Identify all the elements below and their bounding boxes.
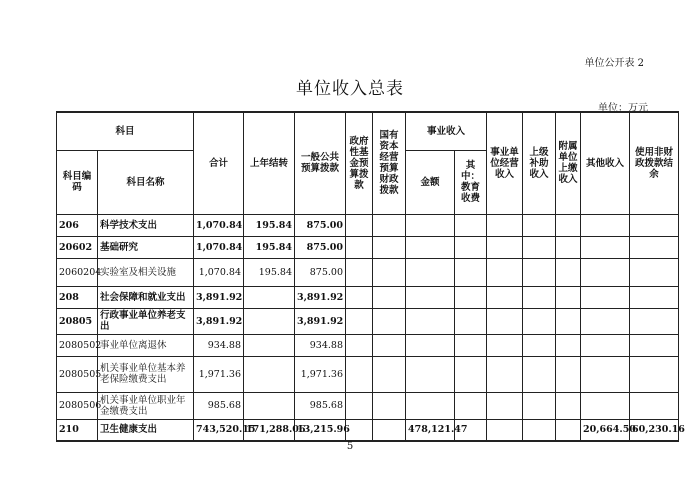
row-code: 20602 xyxy=(57,236,98,258)
col-other: 其他收入 xyxy=(581,112,630,214)
cell-subsidy xyxy=(523,419,556,441)
row-name: 机关事业单位基本养老保险缴费支出 xyxy=(98,356,194,392)
cell-subsidy xyxy=(523,214,556,236)
cell-state-capital xyxy=(373,392,406,419)
cell-total: 1,070.84 xyxy=(194,214,244,236)
cell-gov-fund xyxy=(346,258,373,286)
cell-amount xyxy=(406,308,455,334)
cell-biz xyxy=(487,308,523,334)
col-subsidy: 上级补助收入 xyxy=(523,112,556,214)
cell-gov-fund xyxy=(346,334,373,356)
cell-affiliated xyxy=(556,236,581,258)
row-name: 基础研究 xyxy=(98,236,194,258)
cell-other xyxy=(581,334,630,356)
cell-other xyxy=(581,214,630,236)
row-name: 行政事业单位养老支出 xyxy=(98,308,194,334)
cell-gov-fund xyxy=(346,356,373,392)
cell-subsidy xyxy=(523,334,556,356)
cell-non-fiscal xyxy=(630,392,679,419)
table-row xyxy=(57,214,679,236)
cell-other xyxy=(581,392,630,419)
cell-affiliated xyxy=(556,334,581,356)
cell-carryover: 171,288.06 xyxy=(244,419,295,441)
table-row xyxy=(57,258,679,286)
cell-general: 875.00 xyxy=(295,214,346,236)
row-name: 科学技术支出 xyxy=(98,214,194,236)
cell-state-capital xyxy=(373,236,406,258)
cell-edu-fee xyxy=(455,392,487,419)
cell-general: 1,971.36 xyxy=(295,356,346,392)
cell-carryover xyxy=(244,356,295,392)
cell-general: 875.00 xyxy=(295,236,346,258)
col-total: 合计 xyxy=(194,112,244,214)
cell-subsidy xyxy=(523,236,556,258)
cell-non-fiscal xyxy=(630,214,679,236)
cell-other xyxy=(581,236,630,258)
cell-total: 985.68 xyxy=(194,392,244,419)
cell-state-capital xyxy=(373,334,406,356)
col-non-fiscal-balance: 使用非财政拨款结余 xyxy=(630,112,679,214)
table-row xyxy=(57,356,679,392)
cell-gov-fund xyxy=(346,236,373,258)
cell-subsidy xyxy=(523,308,556,334)
cell-other: 20,664.50 xyxy=(581,419,630,441)
cell-total: 743,520.15 xyxy=(194,419,244,441)
row-name: 卫生健康支出 xyxy=(98,419,194,441)
cell-amount xyxy=(406,214,455,236)
cell-total: 934.88 xyxy=(194,334,244,356)
col-state-capital: 国有资本经营预算财政拨款 xyxy=(373,112,406,214)
cell-total: 3,891.92 xyxy=(194,308,244,334)
cell-carryover xyxy=(244,286,295,308)
cell-carryover: 195.84 xyxy=(244,214,295,236)
income-summary-table xyxy=(56,111,685,442)
cell-biz xyxy=(487,214,523,236)
form-number: 单位公开表 2 xyxy=(584,58,644,69)
cell-non-fiscal xyxy=(630,236,679,258)
col-biz-income: 事业单位经营收入 xyxy=(487,112,523,214)
cell-subsidy xyxy=(523,258,556,286)
cell-amount xyxy=(406,392,455,419)
cell-other xyxy=(581,258,630,286)
cell-subsidy xyxy=(523,286,556,308)
cell-state-capital xyxy=(373,258,406,286)
cell-edu-fee xyxy=(455,308,487,334)
cell-edu-fee xyxy=(455,236,487,258)
cell-carryover xyxy=(244,334,295,356)
col-amount: 金额 xyxy=(406,150,455,214)
table-row xyxy=(57,419,679,441)
cell-other xyxy=(581,308,630,334)
cell-state-capital xyxy=(373,308,406,334)
cell-amount xyxy=(406,356,455,392)
row-code: 208 xyxy=(57,286,98,308)
row-code: 20805 xyxy=(57,308,98,334)
col-name: 科目名称 xyxy=(98,150,194,214)
cell-subsidy xyxy=(523,356,556,392)
cell-affiliated xyxy=(556,214,581,236)
row-code: 210 xyxy=(57,419,98,441)
cell-general: 3,891.92 xyxy=(295,308,346,334)
cell-affiliated xyxy=(556,308,581,334)
cell-affiliated xyxy=(556,356,581,392)
cell-carryover: 195.84 xyxy=(244,258,295,286)
cell-general: 3,891.92 xyxy=(295,286,346,308)
cell-other xyxy=(581,286,630,308)
row-code: 2080502 xyxy=(57,334,98,356)
table-row xyxy=(57,392,679,419)
col-affiliated: 附属单位上缴收入 xyxy=(556,112,581,214)
row-code: 2080505 xyxy=(57,356,98,392)
cell-non-fiscal: 60,230.16 xyxy=(630,419,679,441)
cell-gov-fund xyxy=(346,308,373,334)
unit-label: 单位：万元 xyxy=(598,103,648,114)
cell-biz xyxy=(487,356,523,392)
cell-gov-fund xyxy=(346,286,373,308)
row-code: 206 xyxy=(57,214,98,236)
cell-biz xyxy=(487,286,523,308)
cell-edu-fee xyxy=(455,334,487,356)
cell-biz xyxy=(487,392,523,419)
cell-non-fiscal xyxy=(630,334,679,356)
col-career-income: 事业收入 xyxy=(406,112,487,150)
cell-affiliated xyxy=(556,258,581,286)
col-carryover: 上年结转 xyxy=(244,112,295,214)
row-name: 社会保障和就业支出 xyxy=(98,286,194,308)
cell-biz xyxy=(487,419,523,441)
cell-state-capital xyxy=(373,286,406,308)
cell-state-capital xyxy=(373,214,406,236)
col-subject: 科目 xyxy=(57,112,194,150)
cell-total: 1,070.84 xyxy=(194,258,244,286)
cell-total: 3,891.92 xyxy=(194,286,244,308)
cell-affiliated xyxy=(556,419,581,441)
col-gov-fund: 政府性基金预算拨款 xyxy=(346,112,373,214)
page-title: 单位收入总表 xyxy=(296,79,404,99)
cell-general: 13,215.96 xyxy=(295,419,346,441)
row-name: 机关事业单位职业年金缴费支出 xyxy=(98,392,194,419)
cell-general: 985.68 xyxy=(295,392,346,419)
cell-total: 1,070.84 xyxy=(194,236,244,258)
row-name: 事业单位离退休 xyxy=(98,334,194,356)
cell-edu-fee xyxy=(455,214,487,236)
cell-gov-fund xyxy=(346,214,373,236)
cell-edu-fee xyxy=(455,356,487,392)
table-row xyxy=(57,286,679,308)
cell-biz xyxy=(487,258,523,286)
cell-state-capital xyxy=(373,356,406,392)
cell-general: 934.88 xyxy=(295,334,346,356)
table-row xyxy=(57,236,679,258)
row-name: 实验室及相关设施 xyxy=(98,258,194,286)
cell-biz xyxy=(487,236,523,258)
cell-non-fiscal xyxy=(630,286,679,308)
cell-carryover: 195.84 xyxy=(244,236,295,258)
cell-edu-fee xyxy=(455,258,487,286)
cell-subsidy xyxy=(523,392,556,419)
table-row xyxy=(57,334,679,356)
cell-non-fiscal xyxy=(630,308,679,334)
col-code: 科目编码 xyxy=(57,150,98,214)
cell-non-fiscal xyxy=(630,258,679,286)
table-row xyxy=(57,308,679,334)
cell-gov-fund xyxy=(346,392,373,419)
row-code: 2060204 xyxy=(57,258,98,286)
cell-state-capital xyxy=(373,419,406,441)
cell-carryover xyxy=(244,308,295,334)
cell-amount xyxy=(406,286,455,308)
col-edu-fee: 其中：教育收费 xyxy=(455,150,487,214)
cell-total: 1,971.36 xyxy=(194,356,244,392)
cell-biz xyxy=(487,334,523,356)
row-code: 2080506 xyxy=(57,392,98,419)
cell-affiliated xyxy=(556,392,581,419)
cell-amount xyxy=(406,236,455,258)
cell-general: 875.00 xyxy=(295,258,346,286)
cell-non-fiscal xyxy=(630,356,679,392)
cell-carryover xyxy=(244,392,295,419)
cell-affiliated xyxy=(556,286,581,308)
cell-amount xyxy=(406,258,455,286)
cell-amount: 478,121.47 xyxy=(406,419,455,441)
page-number: 5 xyxy=(346,441,354,452)
cell-other xyxy=(581,356,630,392)
col-general-budget: 一般公共预算拨款 xyxy=(295,112,346,214)
cell-edu-fee xyxy=(455,286,487,308)
cell-amount xyxy=(406,334,455,356)
